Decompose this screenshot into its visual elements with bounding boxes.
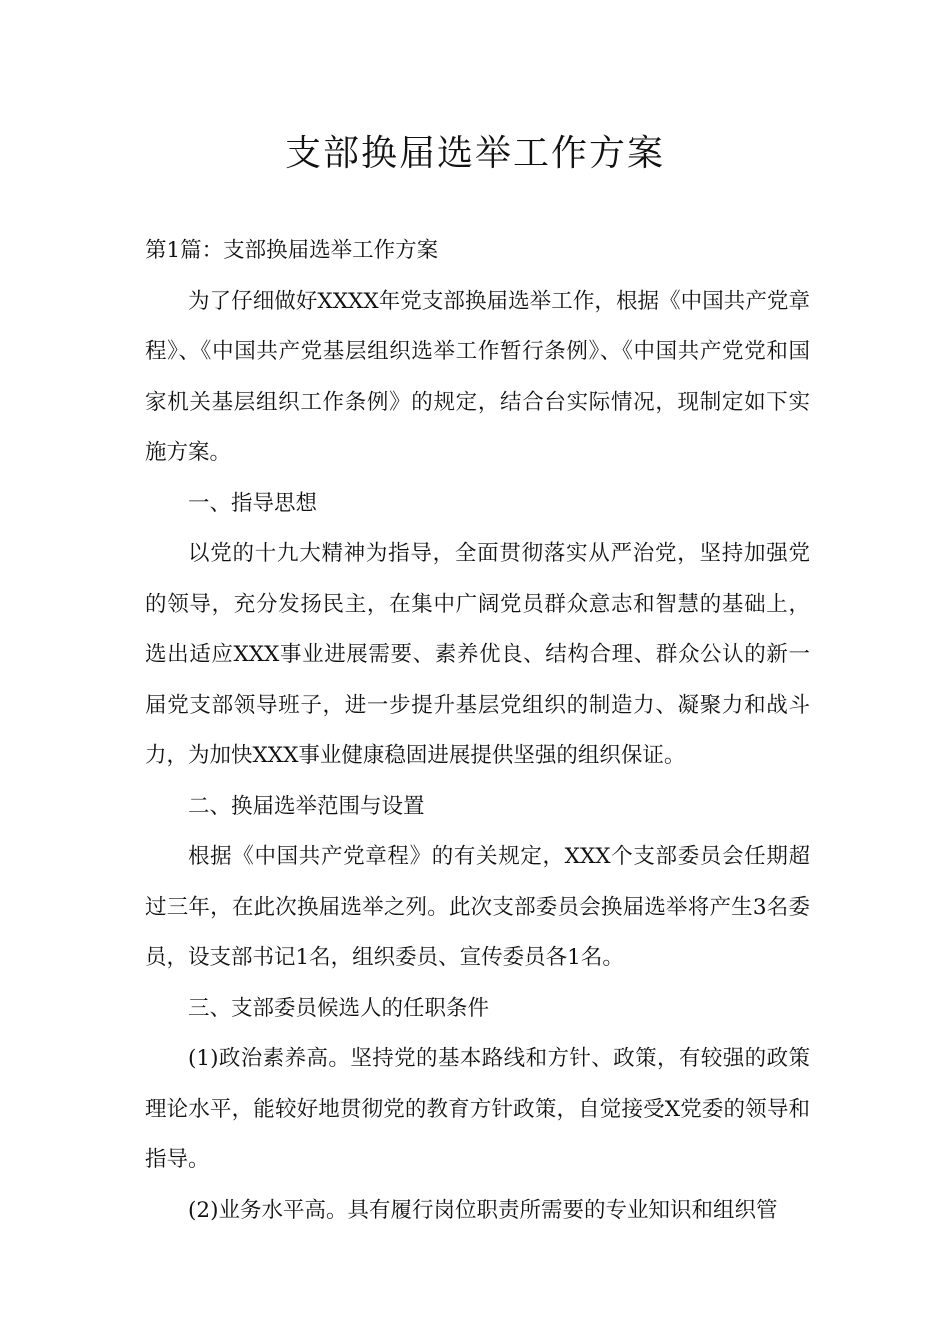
section-heading-election-scope: 二、换届选举范围与设置 (188, 793, 425, 819)
chapter-heading: 第1篇：支部换届选举工作方案 (145, 238, 439, 263)
document-body (145, 226, 810, 1236)
condition-item-professional: (2)业务水平高。具有履行岗位职责所需要的专业知识和组织管 (188, 1197, 778, 1223)
section-heading-guiding-ideology: 一、指导思想 (188, 490, 318, 516)
document-title: 支部换届选举工作方案 (284, 133, 665, 174)
section-body-guiding-ideology: 以党的十九大精神为指导，全面贯彻落实从严治党，坚持加强党的领导，充分发扬民主，在集中广阔党员群众意志和智慧的基础上，选出适应XXX事业进展需要、素养优良、结构合理、群众公认的新一届党支部领导班子，进一步提升基层党组织的制造力、凝聚力和战斗力，为加快XXX事业健康稳固进展提供坚强的组织保证。 (145, 541, 810, 768)
section-body-election-scope: 根据《中国共产党章程》的有关规定，XXX个支部委员会任期超过三年，在此次换届选举之列。此次支部委员会换届选举将产生3名委员，设支部书记1名，组织委员、宣传委员各1名。 (145, 844, 810, 970)
section-heading-candidate-conditions: 三、支部委员候选人的任职条件 (188, 995, 490, 1021)
intro-paragraph: 为了仔细做好XXXX年党支部换届选举工作，根据《中国共产党章程》、《中国共产党基层组织选举工作暂行条例》、《中国共产党党和国家机关基层组织工作条例》的规定，结合台实际情况，现制定如下实施方案。 (145, 288, 810, 465)
condition-item-political: (1)政治素养高。坚持党的基本路线和方针、政策，有较强的政策理论水平，能较好地贯彻党的教育方针政策，自觉接受X党委的领导和指导。 (145, 1046, 810, 1172)
